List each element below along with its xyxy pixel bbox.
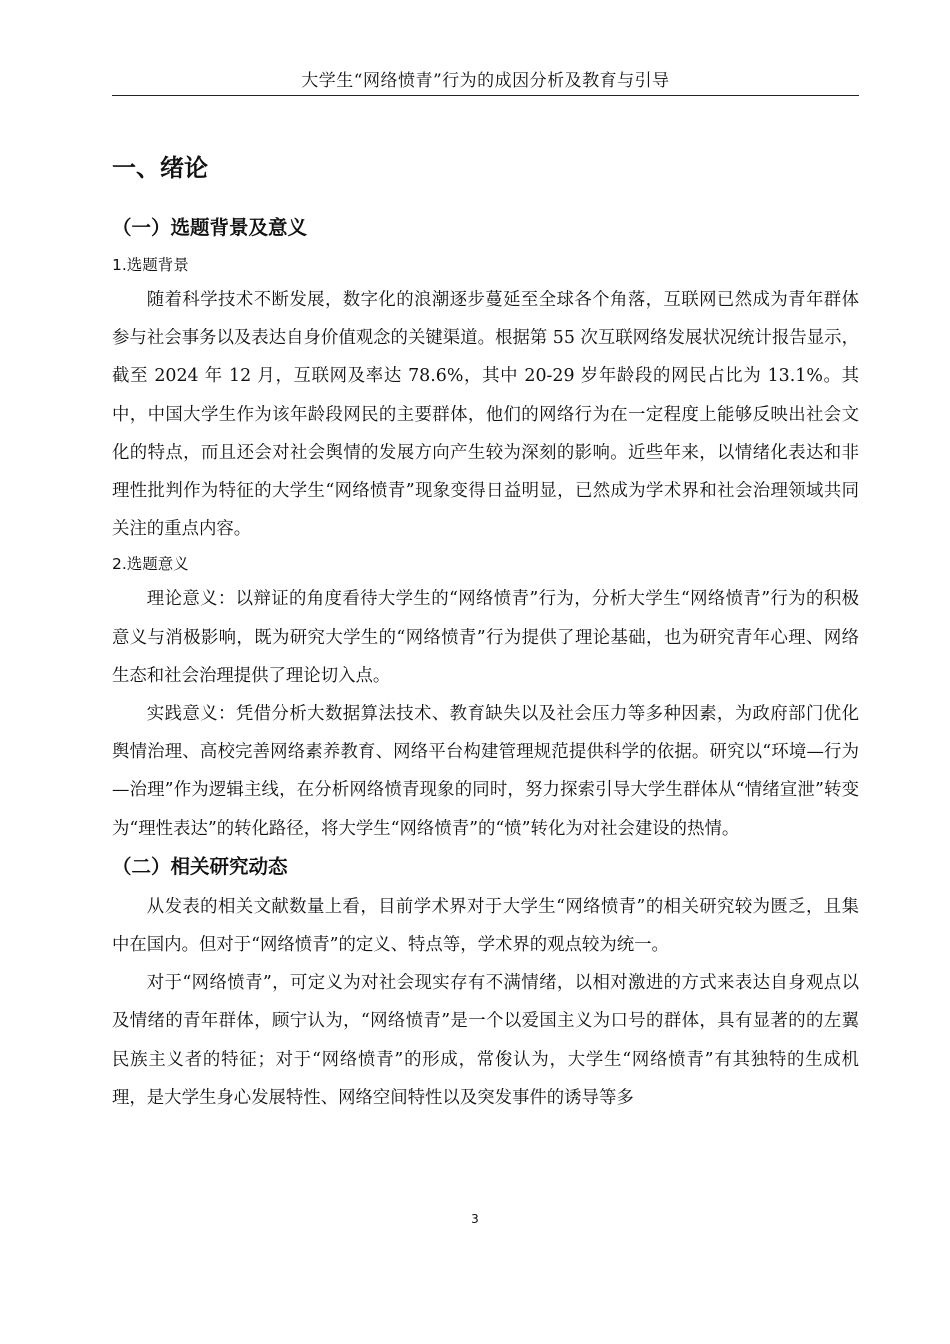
page-number: 3 (471, 1212, 479, 1226)
paragraph-practical-significance: 实践意义：凭借分析大数据算法技术、教育缺失以及社会压力等多种因素，为政府部门优化舆情治理、高校完善网络素养教育、网络平台构建管理规范提供科学的依据。研究以“环境—行为—治理”作为逻辑主线，在分析网络愤青现象的同时，努力探索引导大学生群体从“情绪宣泄”转变为“理性表达”的转化路径，将大学生“网络愤青”的“愤”转化为对社会建设的热情。 (112, 704, 859, 839)
header-rule (112, 95, 859, 96)
paragraph-research-status-1: 从发表的相关文献数量上看，目前学术界对于大学生“网络愤青”的相关研究较为匮乏，且集中在国内。但对于“网络愤青”的定义、特点等，学术界的观点较为统一。 (112, 896, 859, 956)
paragraph-research-status-2: 对于“网络愤青”，可定义为对社会现实存有不满情绪，以相对激进的方式来表达自身观点以及情绪的青年群体，顾宁认为，“网络愤青”是一个以爱国主义为口号的群体，具有显著的的左翼民族主义者的特征；对于“网络愤青”的形成，常俊认为，大学生“网络愤青”有其独特的生成机理，是大学生身心发展特性、网络空间特性以及突发事件的诱导等多 (112, 973, 859, 1108)
subsection-heading-significance: 2.选题意义 (112, 555, 189, 574)
section-heading-research-status: （二）相关研究动态 (112, 854, 288, 878)
paragraph-background: 随着科学技术不断发展，数字化的浪潮逐步蔓延至全球各个角落，互联网已然成为青年群体参与社会事务以及表达自身价值观念的关键渠道。根据第 55 次互联网络发展状况统计报告显示，截至 2024 年 12 月，互联网及率达 78.6%，其中 20-29 岁年龄段的网民占比为 13.1%。其中，中国大学生作为该年龄段网民的主要群体，他们的网络行为在一定程度上能够反映出社会文化的特点，而且还会对社会舆情的发展方向产生较为深刻的影响。近些年来，以情绪化表达和非理性批判作为特征的大学生“网络愤青”现象变得日益明显，已然成为学术界和社会治理领域共同关注的重点内容。 (112, 290, 859, 540)
page-body (112, 148, 859, 1117)
section-heading-background: （一）选题背景及意义 (112, 216, 308, 239)
paragraph-theoretical-significance: 理论意义：以辩证的角度看待大学生的“网络愤青”行为，分析大学生“网络愤青”行为的积极意义与消极影响，既为研究大学生的“网络愤青”行为提供了理论基础，也为研究青年心理、网络生态和社会治理提供了理论切入点。 (112, 589, 859, 686)
subsection-heading-background: 1.选题背景 (112, 256, 189, 274)
chapter-heading: 一、绪论 (112, 154, 208, 182)
running-header: 大学生“网络愤青”行为的成因分析及教育与引导 (301, 71, 670, 91)
